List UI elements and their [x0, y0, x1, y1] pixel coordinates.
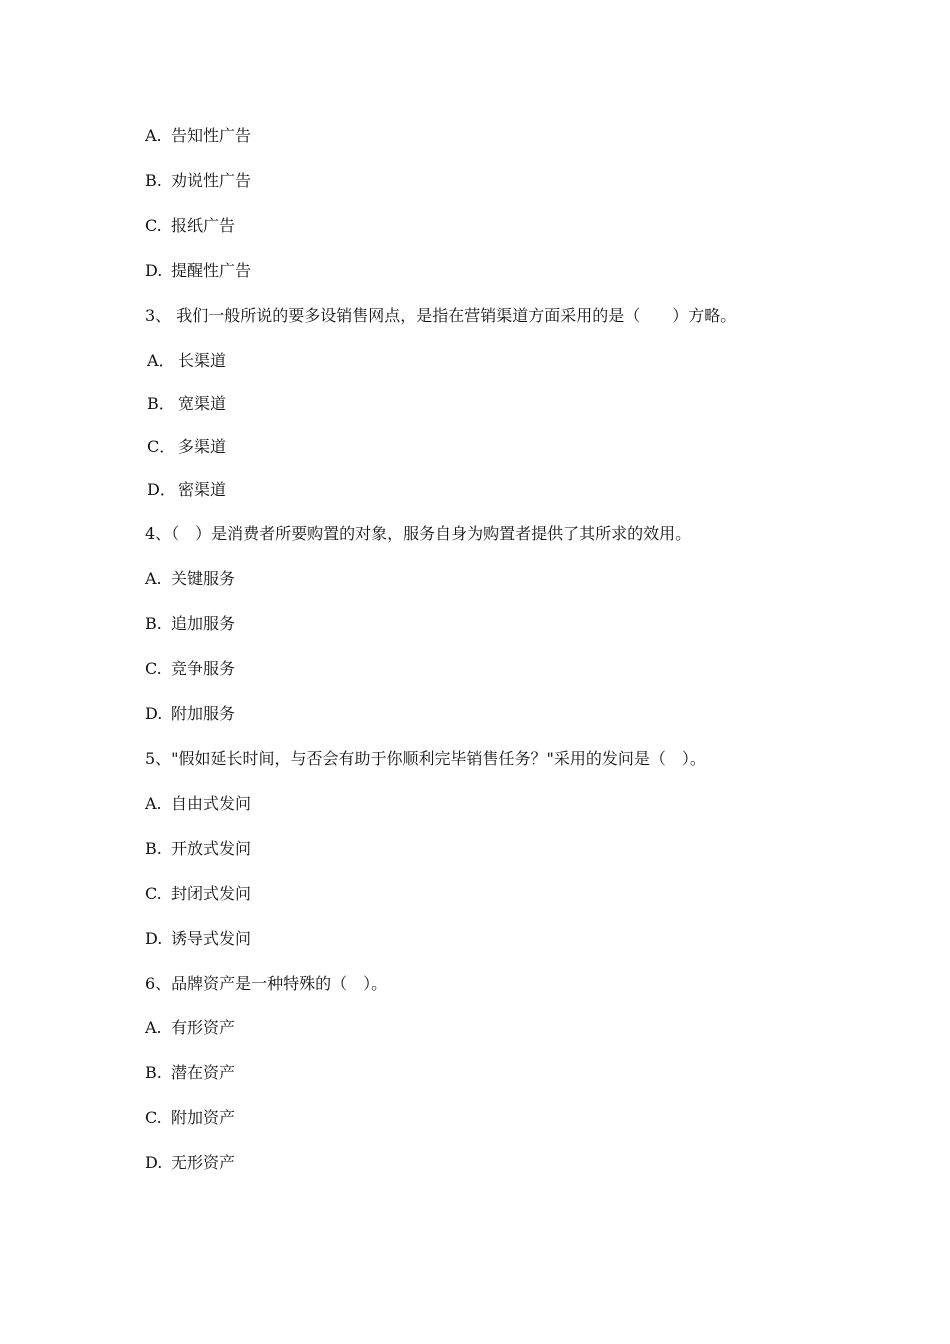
option-text: 宽渠道 — [178, 394, 227, 413]
q6-option-b — [145, 1063, 235, 1083]
question-6-stem: 6、品牌资产是一种特殊的（ ）。 — [145, 974, 388, 993]
option-letter: B. — [145, 1063, 162, 1082]
option-letter: A. — [145, 794, 162, 813]
option-letter: A. — [145, 1018, 162, 1037]
option-b — [145, 171, 251, 191]
option-text: 附加服务 — [171, 704, 236, 723]
question-5-stem: 5、"假如延长时间，与否会有助于你顺利完毕销售任务？"采用的发问是（ ）。 — [145, 749, 706, 768]
option-letter: A. — [145, 569, 162, 588]
q4-option-b — [145, 614, 235, 634]
option-letter: C. — [145, 1108, 162, 1127]
q5-option-b — [145, 839, 251, 859]
q6-option-c — [145, 1108, 235, 1128]
question-3-stem: 3、 我们一般所说的要多设销售网点，是指在营销渠道方面采用的是（ ）方略。 — [145, 306, 737, 325]
q4-option-a — [145, 569, 235, 589]
option-letter: C. — [145, 884, 162, 903]
option-text: 无形资产 — [171, 1153, 236, 1172]
option-a — [145, 126, 251, 146]
option-text: 劝说性广告 — [171, 171, 252, 190]
option-text: 诱导式发问 — [171, 929, 252, 948]
option-letter: B. — [145, 614, 162, 633]
option-text: 竞争服务 — [171, 659, 236, 678]
option-letter: C. — [145, 659, 162, 678]
question-4-stem: 4、（ ）是消费者所要购置的对象，服务自身为购置者提供了其所求的效用。 — [145, 524, 692, 543]
option-letter: B. — [145, 171, 162, 190]
option-d — [145, 261, 251, 281]
option-letter: C. — [145, 216, 162, 235]
option-text: 提醒性广告 — [171, 261, 252, 280]
option-letter: A. — [145, 126, 162, 145]
option-text: 多渠道 — [178, 437, 227, 456]
option-letter: D. — [145, 1153, 163, 1172]
option-c — [145, 216, 235, 236]
option-text: 封闭式发问 — [171, 884, 252, 903]
option-letter: B. — [145, 839, 162, 858]
q3-option-d — [147, 480, 226, 500]
option-letter: D． — [147, 480, 176, 499]
option-letter: C． — [147, 437, 176, 456]
option-text: 关键服务 — [171, 569, 236, 588]
option-letter: A． — [147, 351, 175, 370]
option-text: 自由式发问 — [171, 794, 252, 813]
q3-option-c — [147, 437, 226, 457]
option-text: 潜在资产 — [171, 1063, 236, 1082]
q6-option-a — [145, 1018, 235, 1038]
q5-option-c — [145, 884, 251, 904]
option-text: 有形资产 — [171, 1018, 236, 1037]
option-text: 附加资产 — [171, 1108, 236, 1127]
option-text: 密渠道 — [178, 480, 227, 499]
option-letter: B． — [147, 394, 175, 413]
option-letter: D. — [145, 929, 163, 948]
option-text: 报纸广告 — [171, 216, 236, 235]
option-text: 告知性广告 — [171, 126, 252, 145]
q3-option-a — [147, 351, 226, 371]
q3-option-b — [147, 394, 226, 414]
option-letter: D. — [145, 704, 163, 723]
option-text: 开放式发问 — [171, 839, 252, 858]
q5-option-d — [145, 929, 251, 949]
option-letter: D. — [145, 261, 163, 280]
option-text: 长渠道 — [178, 351, 227, 370]
option-text: 追加服务 — [171, 614, 236, 633]
q6-option-d — [145, 1153, 235, 1173]
q4-option-c — [145, 659, 235, 679]
q5-option-a — [145, 794, 251, 814]
q4-option-d — [145, 704, 235, 724]
